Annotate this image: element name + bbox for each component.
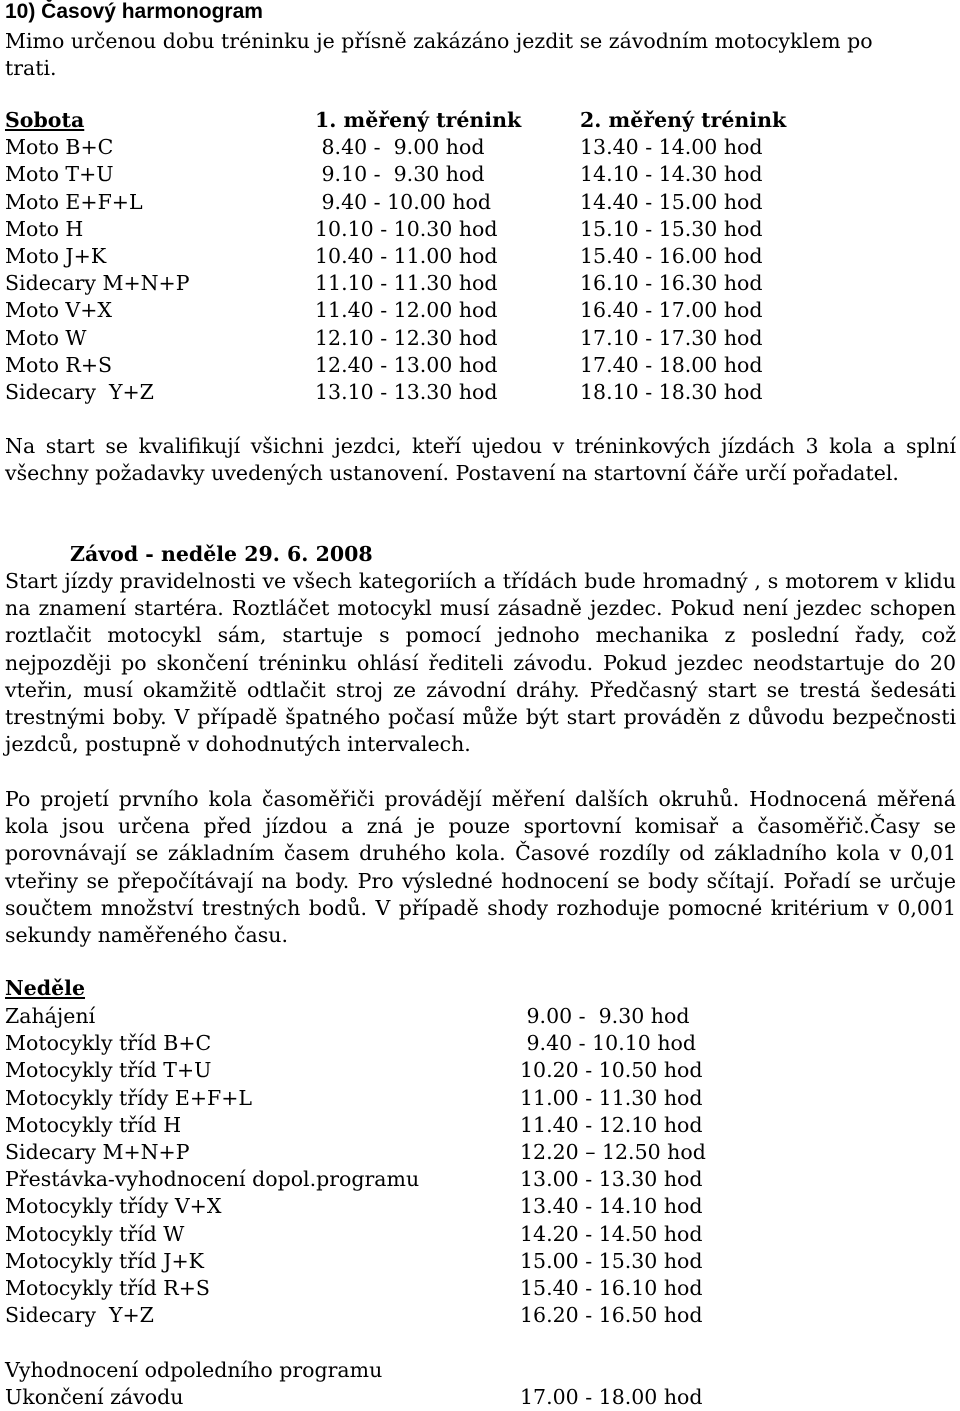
saturday-row xyxy=(5,134,786,161)
event-time: 15.00 - 15.30 hod xyxy=(520,1248,703,1273)
category: Sidecary M+N+P xyxy=(5,271,190,296)
event-time: 9.40 - 10.10 hod xyxy=(520,1031,696,1056)
closing-row xyxy=(5,1357,706,1384)
race-title: Závod - neděle 29. 6. 2008 xyxy=(70,542,373,566)
training-2-time: 16.40 - 17.00 hod xyxy=(580,298,763,323)
event-time: 14.20 - 14.50 hod xyxy=(520,1221,703,1246)
sunday-row xyxy=(5,1166,706,1193)
event-time: 15.40 - 16.10 hod xyxy=(520,1276,703,1301)
training-2-time: 13.40 - 14.00 hod xyxy=(580,135,763,160)
training-1-header: 1. měřený trénink xyxy=(315,108,522,132)
spacer-row xyxy=(5,1329,706,1356)
event-time: 9.00 - 9.30 hod xyxy=(520,1004,690,1028)
saturday-row xyxy=(5,189,786,216)
event-name: Motocykly tříd B+C xyxy=(5,1031,212,1056)
event-time xyxy=(520,1357,706,1384)
spacer-cell xyxy=(5,1329,520,1356)
event-name: Motocykly tříd J+K xyxy=(5,1248,204,1273)
category: Sidecary Y+Z xyxy=(5,380,154,405)
training-2-time: 16.10 - 16.30 hod xyxy=(580,271,763,296)
event-time: 13.00 - 13.30 hod xyxy=(520,1167,703,1192)
training-1-time: 12.40 - 13.00 hod xyxy=(315,352,498,377)
category: Moto R+S xyxy=(5,352,113,377)
training-1-time: 10.40 - 11.00 hod xyxy=(315,244,498,269)
training-2-time: 17.10 - 17.30 hod xyxy=(580,325,763,350)
saturday-header-row xyxy=(5,107,786,134)
training-1-time: 13.10 - 13.30 hod xyxy=(315,380,498,405)
sunday-label: Neděle xyxy=(5,976,85,1000)
event-name: Přestávka-vyhodnocení dopol.programu xyxy=(5,1167,420,1192)
section-title: 10) Časový harmonogram xyxy=(5,0,263,23)
event-name: Motocykly tříd W xyxy=(5,1221,185,1246)
saturday-row xyxy=(5,243,786,270)
sunday-row xyxy=(5,1248,706,1275)
training-1-time: 11.10 - 11.30 hod xyxy=(315,271,498,296)
event-name: Motocykly třídy E+F+L xyxy=(5,1085,253,1110)
event-time: 17.00 - 18.00 hod xyxy=(520,1384,703,1409)
event-name: Sidecary Y+Z xyxy=(5,1303,154,1328)
category: Moto J+K xyxy=(5,244,107,269)
training-1-time: 12.10 - 12.30 hod xyxy=(315,325,498,350)
event-time: 11.00 - 11.30 hod xyxy=(520,1085,703,1110)
sunday-row xyxy=(5,1302,706,1329)
category: Moto B+C xyxy=(5,135,114,160)
event-name: Motocykly tříd R+S xyxy=(5,1276,210,1301)
event-name: Sidecary M+N+P xyxy=(5,1140,190,1165)
qualification-paragraph: Na start se kvalifikují všichni jezdci, kteří ujedou v tréninkových jízdách 3 kola a splní všechny požadavky uvedených ustanovení. Postavení na startovní čáře určí pořadatel. xyxy=(5,434,956,486)
training-2-header: 2. měřený trénink xyxy=(580,108,787,132)
saturday-row xyxy=(5,161,786,188)
intro-paragraph: Mimo určenou dobu tréninku je přísně zakázáno jezdit se závodním motocyklem po trati. xyxy=(5,29,873,80)
saturday-row xyxy=(5,216,786,243)
event-name: Motocykly tříd H xyxy=(5,1112,182,1137)
saturday-label: Sobota xyxy=(5,108,85,132)
category: Moto E+F+L xyxy=(5,189,143,214)
sunday-row xyxy=(5,1030,706,1057)
event-name: Motocykly tříd T+U xyxy=(5,1058,212,1083)
saturday-row xyxy=(5,352,786,379)
event-time: 16.20 - 16.50 hod xyxy=(520,1303,703,1328)
saturday-row xyxy=(5,325,786,352)
saturday-row xyxy=(5,297,786,324)
training-1-time: 8.40 - 9.00 hod xyxy=(315,135,485,160)
category: Moto T+U xyxy=(5,162,114,187)
sunday-row xyxy=(5,1193,706,1220)
event-time: 12.20 – 12.50 hod xyxy=(520,1140,706,1165)
saturday-row xyxy=(5,379,786,406)
sunday-row xyxy=(5,1221,706,1248)
training-2-time: 17.40 - 18.00 hod xyxy=(580,352,763,377)
category: Moto W xyxy=(5,325,87,350)
sunday-row xyxy=(5,1085,706,1112)
sunday-row xyxy=(5,1057,706,1084)
event-name: Ukončení závodu xyxy=(5,1384,184,1409)
event-time: 13.40 - 14.10 hod xyxy=(520,1194,703,1219)
saturday-schedule-table xyxy=(5,107,786,406)
training-1-time: 10.10 - 10.30 hod xyxy=(315,216,498,241)
training-1-time: 9.10 - 9.30 hod xyxy=(315,162,485,187)
sunday-row xyxy=(5,1275,706,1302)
event-name: Motocykly třídy V+X xyxy=(5,1194,222,1219)
event-time: 10.20 - 10.50 hod xyxy=(520,1058,703,1083)
event-name: Zahájení xyxy=(5,1004,96,1028)
event-time: 11.40 - 12.10 hod xyxy=(520,1112,703,1137)
training-1-time: 11.40 - 12.00 hod xyxy=(315,298,498,323)
saturday-row xyxy=(5,270,786,297)
race-scoring-paragraph: Po projetí prvního kola časoměřiči provádějí měření dalších okruhů. Hodnocená měřená kola jsou určena před jízdou a zná je pouze sportovní komisař a časoměřič.Časy se porovnávají se základním časem druhého kola. Časové rozdíly od základního kola v 0,01 vteřiny se přepočítávají na body. Pro výsledné hodnocení se body sčítají. Pořadí se určuje součtem množství trestných bodů. V případě shody rozhoduje pomocné kritérium v 0,001 sekundy naměřeného času. xyxy=(5,787,956,948)
training-2-time: 14.10 - 14.30 hod xyxy=(580,162,763,187)
training-2-time: 15.10 - 15.30 hod xyxy=(580,216,763,241)
race-start-paragraph: Start jízdy pravidelnosti ve všech kategoriích a třídách bude hromadný , s motorem v klidu na znamení startéra. Roztláčet motocykl musí zásadně jezdec. Pokud není jezdec schopen roztlačit motocykl sám, startuje s pomocí jednoho mechanika z poslední řady, což nejpozději po skončení tréninku ohlásí řediteli závodu. Pokud jezdec neodstartuje do 20 vteřin, musí okamžitě odtlačit stroj ze závodní dráhy. Předčasný start se trestá šedesáti trestnými boby. V případě špatného počasí může být start prováděn z důvodu bezpečnosti jezdců, postupně v dohodnutých intervalech. xyxy=(5,569,956,757)
sunday-row xyxy=(5,1112,706,1139)
training-2-time: 18.10 - 18.30 hod xyxy=(580,380,763,405)
closing-row xyxy=(5,1384,706,1411)
training-2-time: 14.40 - 15.00 hod xyxy=(580,189,763,214)
sunday-schedule-table xyxy=(5,1003,706,1411)
sunday-row xyxy=(5,1003,706,1030)
event-name: Vyhodnocení odpoledního programu xyxy=(5,1357,383,1382)
training-1-time: 9.40 - 10.00 hod xyxy=(315,189,491,214)
sunday-row xyxy=(5,1139,706,1166)
category: Moto H xyxy=(5,216,84,241)
category: Moto V+X xyxy=(5,298,113,323)
training-2-time: 15.40 - 16.00 hod xyxy=(580,244,763,269)
